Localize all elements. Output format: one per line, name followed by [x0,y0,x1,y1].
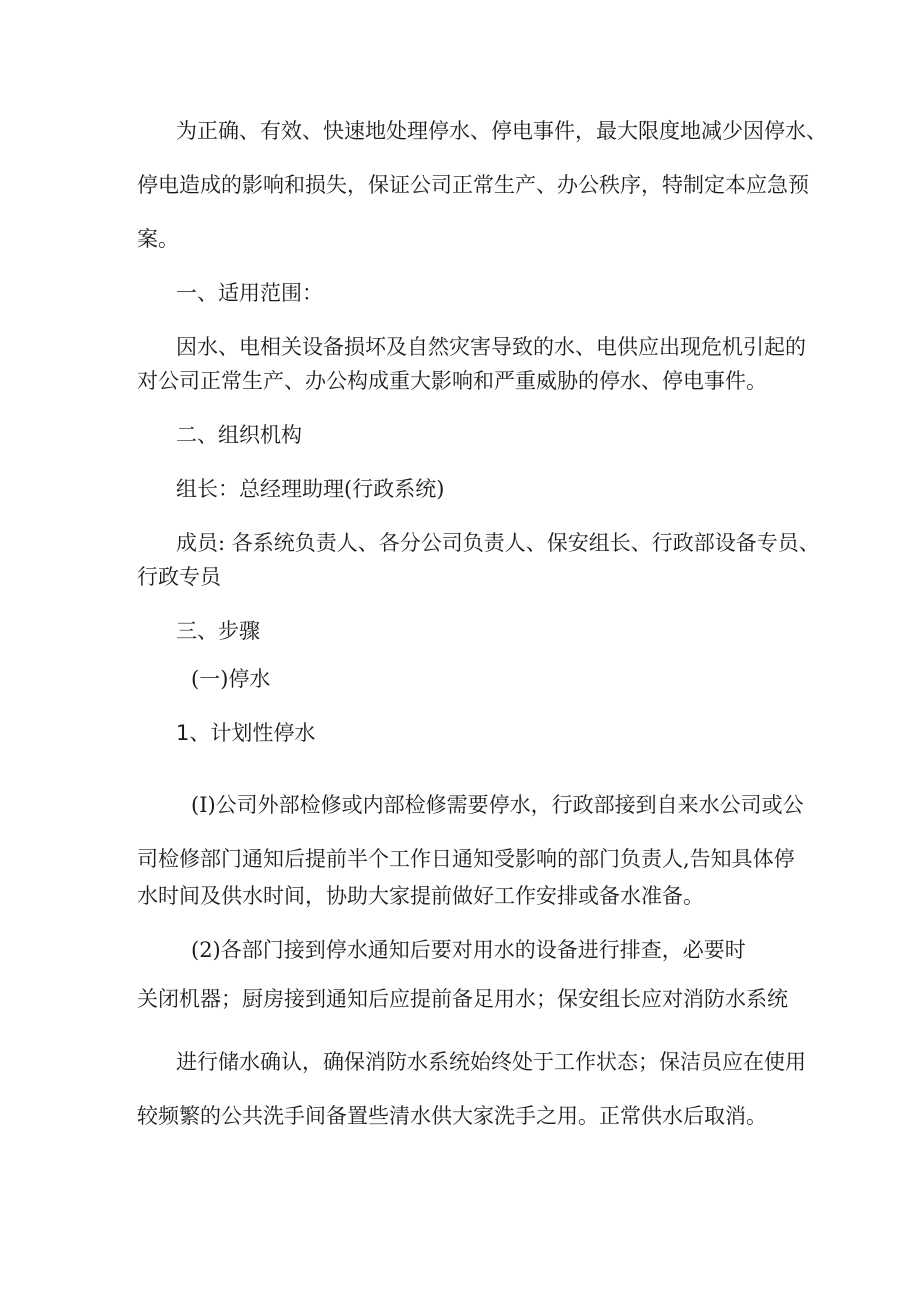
section-3-heading: 三、步骤 [176,619,260,643]
section-1-line-2: 对公司正常生产、办公构成重大影响和严重威胁的停水、停电事件。 [137,369,767,393]
section-1-heading: 一、适用范围： [176,281,323,305]
step-1-line-3: 水时间及供水时间，协助大家提前做好工作安排或备水准备。 [137,884,704,908]
step-2-line-1: (2)各部门接到停水通知后要对用水的设备进行排查，必要时 [191,938,746,962]
section-3-item-heading: 1、计划性停水 [176,721,316,745]
intro-line-1: 为正确、有效、快速地处理停水、停电事件，最大限度地减少因停水、 [176,119,827,143]
intro-line-3: 案。 [137,227,179,251]
step-2-line-3: 进行储水确认，确保消防水系统始终处于工作状态；保洁员应在使用 [176,1050,806,1074]
section-2-members-line-2: 行政专员 [137,565,221,589]
section-3-subheading: (一)停水 [191,667,271,691]
section-2-members-line-1: 成员: 各系统负责人、各分公司负责人、保安组长、行政部设备专员、 [176,531,820,555]
step-1-line-1: (I)公司外部检修或内部检修需要停水，行政部接到自来水公司或公 [191,793,804,817]
step-1-line-2: 司检修部门通知后提前半个工作日通知受影响的部门负责人,告知具体停 [137,847,795,871]
section-1-line-1: 因水、电相关设备损坏及自然灾害导致的水、电供应出现危机引起的 [176,335,806,359]
section-2-leader: 组长：总经理助理(行政系统) [176,477,445,501]
section-2-heading: 二、组织机构 [176,423,302,447]
step-2-line-2: 关闭机器；厨房接到通知后应提前备足用水；保安组长应对消防水系统 [137,987,788,1011]
step-2-line-4: 较频繁的公共洗手间备置些清水供大家洗手之用。正常供水后取消。 [137,1104,767,1128]
intro-line-2: 停电造成的影响和损失，保证公司正常生产、办公秩序，特制定本应急预 [137,173,809,197]
